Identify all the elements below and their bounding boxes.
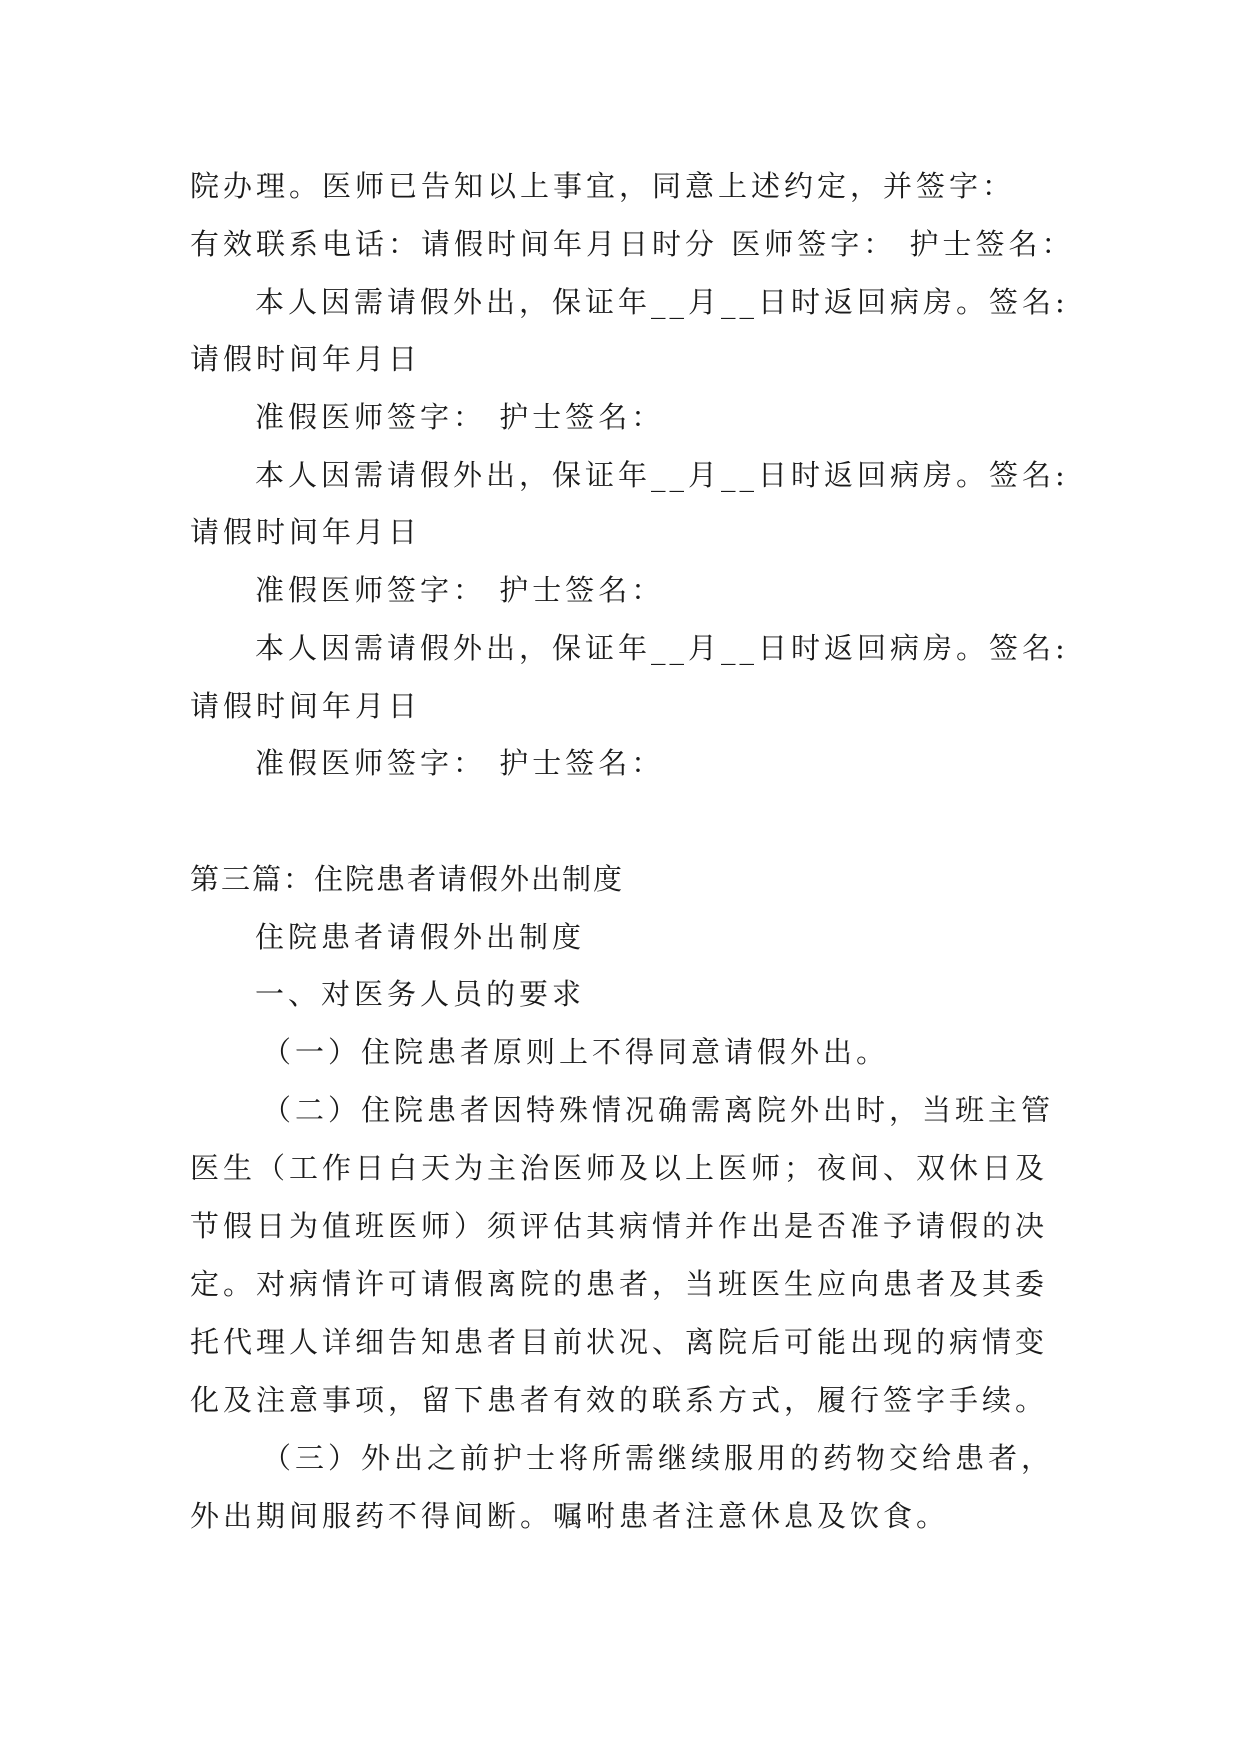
paragraph-line: 节假日为值班医师）须评估其病情并作出是否准予请假的决: [190, 1209, 1049, 1243]
leave-statement-line: 本人因需请假外出，保证年__月__日时返回病房。签名:: [255, 458, 1069, 492]
subsection-title: 一、对医务人员的要求: [255, 977, 586, 1011]
leave-time-line: 请假时间年月日: [190, 515, 422, 549]
paragraph-line: 医生（工作日白天为主治医师及以上医师；夜间、双休日及: [190, 1151, 1049, 1185]
section-heading: 第三篇：住院患者请假外出制度: [190, 862, 625, 896]
text-line: 院办理。医师已告知以上事宜，同意上述约定，并签字：: [190, 169, 1016, 203]
paragraph-line: 托代理人详细告知患者目前状况、离院后可能出现的病情变: [190, 1325, 1049, 1359]
paragraph-line: （三）外出之前护士将所需继续服用的药物交给患者，: [262, 1441, 1055, 1475]
section-title: 住院患者请假外出制度: [255, 920, 586, 954]
text-line: 有效联系电话：请假时间年月日时分 医师签字： 护士签名：: [190, 227, 1075, 261]
leave-time-line: 请假时间年月日: [190, 689, 422, 723]
signature-line: 准假医师签字： 护士签名：: [255, 746, 665, 780]
paragraph-line: 定。对病情许可请假离院的患者，当班医生应向患者及其委: [190, 1267, 1049, 1301]
leave-time-line: 请假时间年月日: [190, 342, 422, 376]
paragraph-line: 外出期间服药不得间断。嘱咐患者注意休息及饮食。: [190, 1499, 950, 1533]
paragraph-line: （二）住院患者因特殊情况确需离院外出时，当班主管: [262, 1093, 1055, 1127]
leave-statement-line: 本人因需请假外出，保证年__月__日时返回病房。签名:: [255, 631, 1069, 665]
paragraph-line: （一）住院患者原则上不得同意请假外出。: [262, 1035, 890, 1069]
leave-statement-line: 本人因需请假外出，保证年__月__日时返回病房。签名:: [255, 285, 1069, 319]
signature-line: 准假医师签字： 护士签名：: [255, 400, 665, 434]
signature-line: 准假医师签字： 护士签名：: [255, 573, 665, 607]
paragraph-line: 化及注意事项，留下患者有效的联系方式，履行签字手续。: [190, 1383, 1049, 1417]
